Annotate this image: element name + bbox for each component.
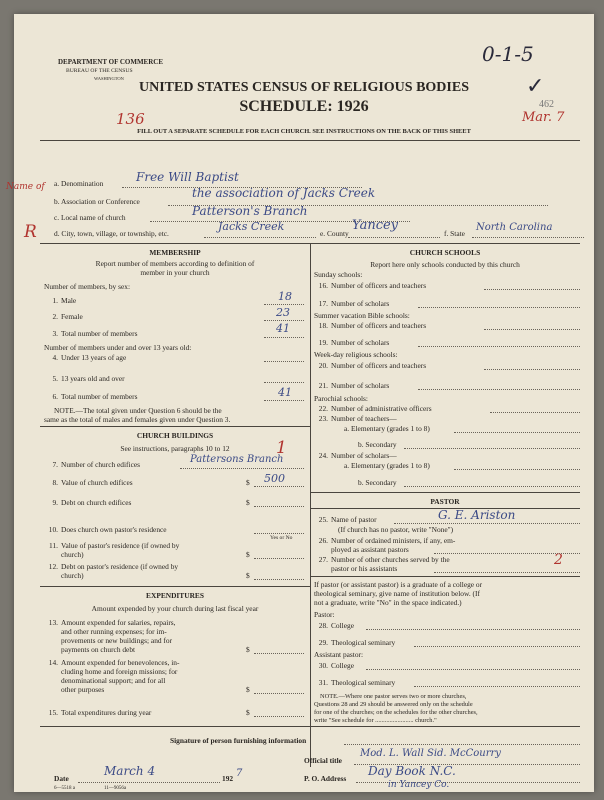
q17-label: 17. Number of scholars: [318, 299, 390, 308]
association-value: the association of Jacks Creek: [192, 186, 376, 200]
q1-label: 1. Male: [52, 296, 77, 305]
by-sex-label: Number of members, by sex:: [44, 282, 130, 291]
association-label: b. Association or Conference: [54, 197, 140, 206]
address-value: Day Book N.C.: [368, 764, 456, 778]
schedule-title: SCHEDULE: 1926: [239, 98, 369, 115]
q6-label: 6. Total number of members: [52, 392, 138, 401]
q15-label: 15. Total expenditures during year: [48, 708, 152, 717]
census-schedule-page: DEPARTMENT OF COMMERCE BUREAU OF THE CENSUS WASHINGTON 0-1-5 ✓ 462 UNITED STATES CENSUS OF RELIGIOUS BODIES SCHEDULE: 1926 136 Mar. 7 FILL OUT A SEPARATE SCHEDULE FOR EACH CHURCH. SEE INSTRUCTIONS ON THE BACK OF THIS SHEET Name of R a. Denomination Free Will Baptist b. Association or Conference the association of Jacks Creek c. Local name of church Patterson's Branch d. City, town, village, or township, etc. Jacks Creek e. County Yancey f. State North Carolina MEMBERSHIP Report number of members according to definition of member in your church Number of members, by sex: 1. Male 18 2. Female 23 3. Total number of members 41 Number of members under and over 13 years old: 4. Under 13 years of age 5. 13 years old and over 6. Total number of members 41 NOTE.—The total given under Question 6 should be the same as the total of males and females given under Question 3. CHURCH BUILDINGS See instructions, paragraphs 10 to 12 7. Number of church edifices Pattersons Branch 1 8. Value of church edifices $ 500 9. Debt on church edifices $ 10. Does church own pastor's residence Yes or No 11. Value of pastor's residence (if owned by church) $ 12. Debt on pastor's residence (if owned by church) $ EXPENDITURES Amount expended by your church during last fiscal year 13. Amount expended for salaries, repairs, and other running expenses; for im- provements or new buildings; and for payments on church debt $ 14. Amount expended for benevolences, in- cluding home and foreign missions; for denominational support; and for all other purposes $ 15. Total expenditures during year $ CHURCH SCHOOLS Report here only schools conducted by this church Sunday schools: 16. Number of officers and teachers 17. Number of scholars Summer vacation Bible schools: 18. Number of officers and teachers 19. Number of scholars Week-day religious schools: 20. Number of officers and teachers 21. Number of scholars Parochial schools: 22. Number of administrative officers 23. Number of teachers— a. Elementary (grades 1 to 8) b. Secondary 24. Number of scholars— a. Elementary (grades 1 to 8) b. Secondary PASTOR 25. Name of pastor G. E. Ariston (If church has no pastor, write "None") 26. Number of ordained ministers, if any, em- ployed as assistant pastors 27. Number of other churches served by the pastor or his assistants 2 If pastor (or assistant pastor) is a graduate of a college or theological seminary, give name of institution below. (If not a graduate, write "No" in the space indicated.) Pastor: 28. College 29. Theological seminary Assistant pastor: 30. College 31. Theological seminary NOTE.—Where one pastor serves two or more churches, Questions 28 and 29 should be answered only on the schedule for one of the churches; on the schedules for the other churches, write "See schedule for ........................ church." Signature of person furnishing information Official title Mod. L. Wall Sid. McCourry Date March 4 192 7 P. O. Address Day Book N.C. in Yancey Co. 6—5518 a 11—9056a: [14, 14, 594, 792]
q7-value: Pattersons Branch: [190, 454, 284, 465]
q8-value: 500: [264, 472, 285, 485]
form-code: 6—5518 a: [54, 786, 75, 791]
address-value-2: in Yancey Co.: [388, 780, 450, 790]
q22-label: 22. Number of administrative officers: [318, 404, 432, 413]
q9-label: 9. Debt on church edifices: [52, 498, 132, 507]
age-heading: Number of members under and over 13 years old:: [44, 343, 192, 352]
date-label: Date: [54, 774, 69, 783]
q25-note: (If church has no pastor, write "None"): [338, 525, 454, 534]
q24-elementary: a. Elementary (grades 1 to 8): [344, 461, 430, 470]
grad-text-2: theological seminary, give name of institution below. (If: [314, 589, 480, 598]
q21-label: 21. Number of scholars: [318, 381, 390, 390]
pastor-note-4: write "See schedule for ........................ church.": [314, 717, 437, 724]
q8-label: 8. Value of church edifices: [52, 478, 133, 487]
instruction-line: FILL OUT A SEPARATE SCHEDULE FOR EACH CHURCH. SEE INSTRUCTIONS ON THE BACK OF THIS SHEET: [137, 128, 471, 135]
q29-label: 29. Theological seminary: [318, 638, 396, 647]
q27-value: 2: [554, 552, 563, 568]
stamp-number: 462: [539, 99, 554, 110]
local-name-value: Patterson's Branch: [192, 204, 308, 218]
q12-label-2: church): [61, 571, 84, 580]
grad-text-3: not a graduate, write "No" in the space indicated.): [314, 598, 462, 607]
q23-secondary: b. Secondary: [358, 440, 397, 449]
expenditures-heading: EXPENDITURES: [146, 591, 204, 600]
q2-label: 2. Female: [52, 312, 83, 321]
q3-value: 41: [276, 322, 290, 335]
red-r-mark: R: [24, 222, 37, 242]
signature-label: Signature of person furnishing information: [170, 736, 307, 745]
state-label: f. State: [444, 229, 465, 238]
official-title-label: Official title: [304, 756, 342, 765]
yes-no-hint: Yes or No: [270, 535, 293, 541]
expenditures-sub: Amount expended by your church during last fiscal year: [91, 604, 259, 613]
membership-note-2: same as the total of males and females given under Question 3.: [44, 415, 231, 424]
city-town-label: d. City, town, village, or township, etc.: [54, 229, 169, 238]
q31-label: 31. Theological seminary: [318, 678, 396, 687]
q1-value: 18: [278, 290, 292, 303]
weekday-label: Week-day religious schools:: [314, 350, 398, 359]
q2-value: 23: [276, 306, 290, 319]
dept-label: DEPARTMENT OF COMMERCE: [58, 58, 164, 66]
date-value: March 4: [104, 764, 156, 778]
official-title-value: Mod. L. Wall Sid. McCourry: [360, 748, 501, 759]
q24-secondary: b. Secondary: [358, 478, 397, 487]
assistant-label: Assistant pastor:: [314, 650, 364, 659]
q28-label: 28. College: [318, 621, 354, 630]
grad-text: If pastor (or assistant pastor) is a graduate of a college or: [314, 580, 483, 589]
q30-label: 30. College: [318, 661, 354, 670]
year-value: 7: [236, 768, 243, 779]
q18-label: 18. Number of officers and teachers: [318, 321, 427, 330]
q14-line-4: other purposes: [61, 685, 105, 694]
bureau-label: BUREAU OF THE CENSUS: [66, 68, 133, 74]
local-name-label: c. Local name of church: [54, 213, 126, 222]
q13-line-4: payments on church debt: [61, 645, 136, 654]
q3-label: 3. Total number of members: [52, 329, 138, 338]
q14-line-2: cluding home and foreign missions; for: [61, 667, 178, 676]
state-value: North Carolina: [476, 222, 553, 233]
q7-label: 7. Number of church edifices: [52, 460, 141, 469]
q13-line-2: and other running expenses; for im-: [61, 627, 167, 636]
buildings-sub: See instructions, paragraphs 10 to 12: [120, 444, 230, 453]
form-title: UNITED STATES CENSUS OF RELIGIOUS BODIES: [138, 80, 469, 95]
schools-sub: Report here only schools conducted by this church: [370, 260, 520, 269]
q14-label: 14. Amount expended for benevolences, in-: [48, 658, 180, 667]
q13-label: 13. Amount expended for salaries, repairs,: [48, 618, 176, 627]
q25-label: 25. Name of pastor: [318, 515, 377, 524]
year-label: 192: [222, 774, 234, 783]
check-mark-icon: ✓: [526, 74, 545, 99]
city-label: WASHINGTON: [94, 76, 124, 81]
q11-label: 11. Value of pastor's residence (if owned by: [49, 541, 180, 550]
q5-label: 5. 13 years old and over: [52, 374, 125, 383]
q23-label: 23. Number of teachers—: [318, 414, 397, 423]
denomination-label: a. Denomination: [54, 179, 104, 188]
buildings-heading: CHURCH BUILDINGS: [136, 431, 214, 440]
q26-label: 26. Number of ordained ministers, if any, em-: [318, 536, 456, 545]
sunday-label: Sunday schools:: [314, 270, 363, 279]
q20-label: 20. Number of officers and teachers: [318, 361, 427, 370]
q27-label: 27. Number of other churches served by the: [318, 555, 450, 564]
denomination-value: Free Will Baptist: [136, 170, 239, 184]
pastor-note-3: for one of the churches; on the schedules for the other churches,: [314, 709, 478, 716]
q10-label: 10. Does church own pastor's residence: [48, 525, 167, 534]
address-label: P. O. Address: [304, 774, 347, 783]
q27-label-2: pastor or his assistants: [331, 564, 398, 573]
q12-label: 12. Debt on pastor's residence (if owned by: [48, 562, 179, 571]
county-label: e. County: [320, 229, 349, 238]
q26-label-2: ployed as assistant pastors: [331, 545, 409, 554]
q13-line-3: provements or new buildings; and for: [61, 636, 173, 645]
schools-heading: CHURCH SCHOOLS: [409, 248, 481, 257]
parochial-label: Parochial schools:: [314, 394, 368, 403]
margin-note: Name of: [6, 182, 45, 192]
pastor-heading: PASTOR: [430, 497, 460, 506]
city-town-value: Jacks Creek: [218, 220, 285, 233]
q14-line-3: denominational support; and for all: [61, 676, 166, 685]
q6-value: 41: [278, 386, 292, 399]
q23-elementary: a. Elementary (grades 1 to 8): [344, 424, 430, 433]
pastor-sub-label: Pastor:: [314, 610, 335, 619]
membership-intro-2: member in your church: [140, 268, 210, 277]
top-right-code: 0-1-5: [482, 42, 534, 66]
county-value: Yancey: [352, 218, 399, 233]
red-number: 136: [116, 110, 145, 128]
red-date-note: Mar. 7: [522, 110, 565, 125]
q24-label: 24. Number of scholars—: [318, 451, 397, 460]
membership-heading: MEMBERSHIP: [149, 248, 201, 257]
pastor-note-2: Questions 28 and 29 should be answered only on the schedule: [314, 701, 473, 708]
q25-value: G. E. Ariston: [438, 508, 516, 522]
q16-label: 16. Number of officers and teachers: [318, 281, 427, 290]
q11-label-2: church): [61, 550, 84, 559]
q19-label: 19. Number of scholars: [318, 338, 390, 347]
membership-note: NOTE.—The total given under Question 6 should be the: [54, 406, 222, 415]
q7-red-value: 1: [276, 438, 287, 458]
pastor-note: NOTE.—Where one pastor serves two or more churches,: [320, 693, 467, 700]
summer-label: Summer vacation Bible schools:: [314, 311, 410, 320]
form-code-2: 11—9056a: [104, 786, 127, 791]
membership-intro: Report number of members according to definition of: [95, 259, 255, 268]
q4-label: 4. Under 13 years of age: [52, 353, 127, 362]
